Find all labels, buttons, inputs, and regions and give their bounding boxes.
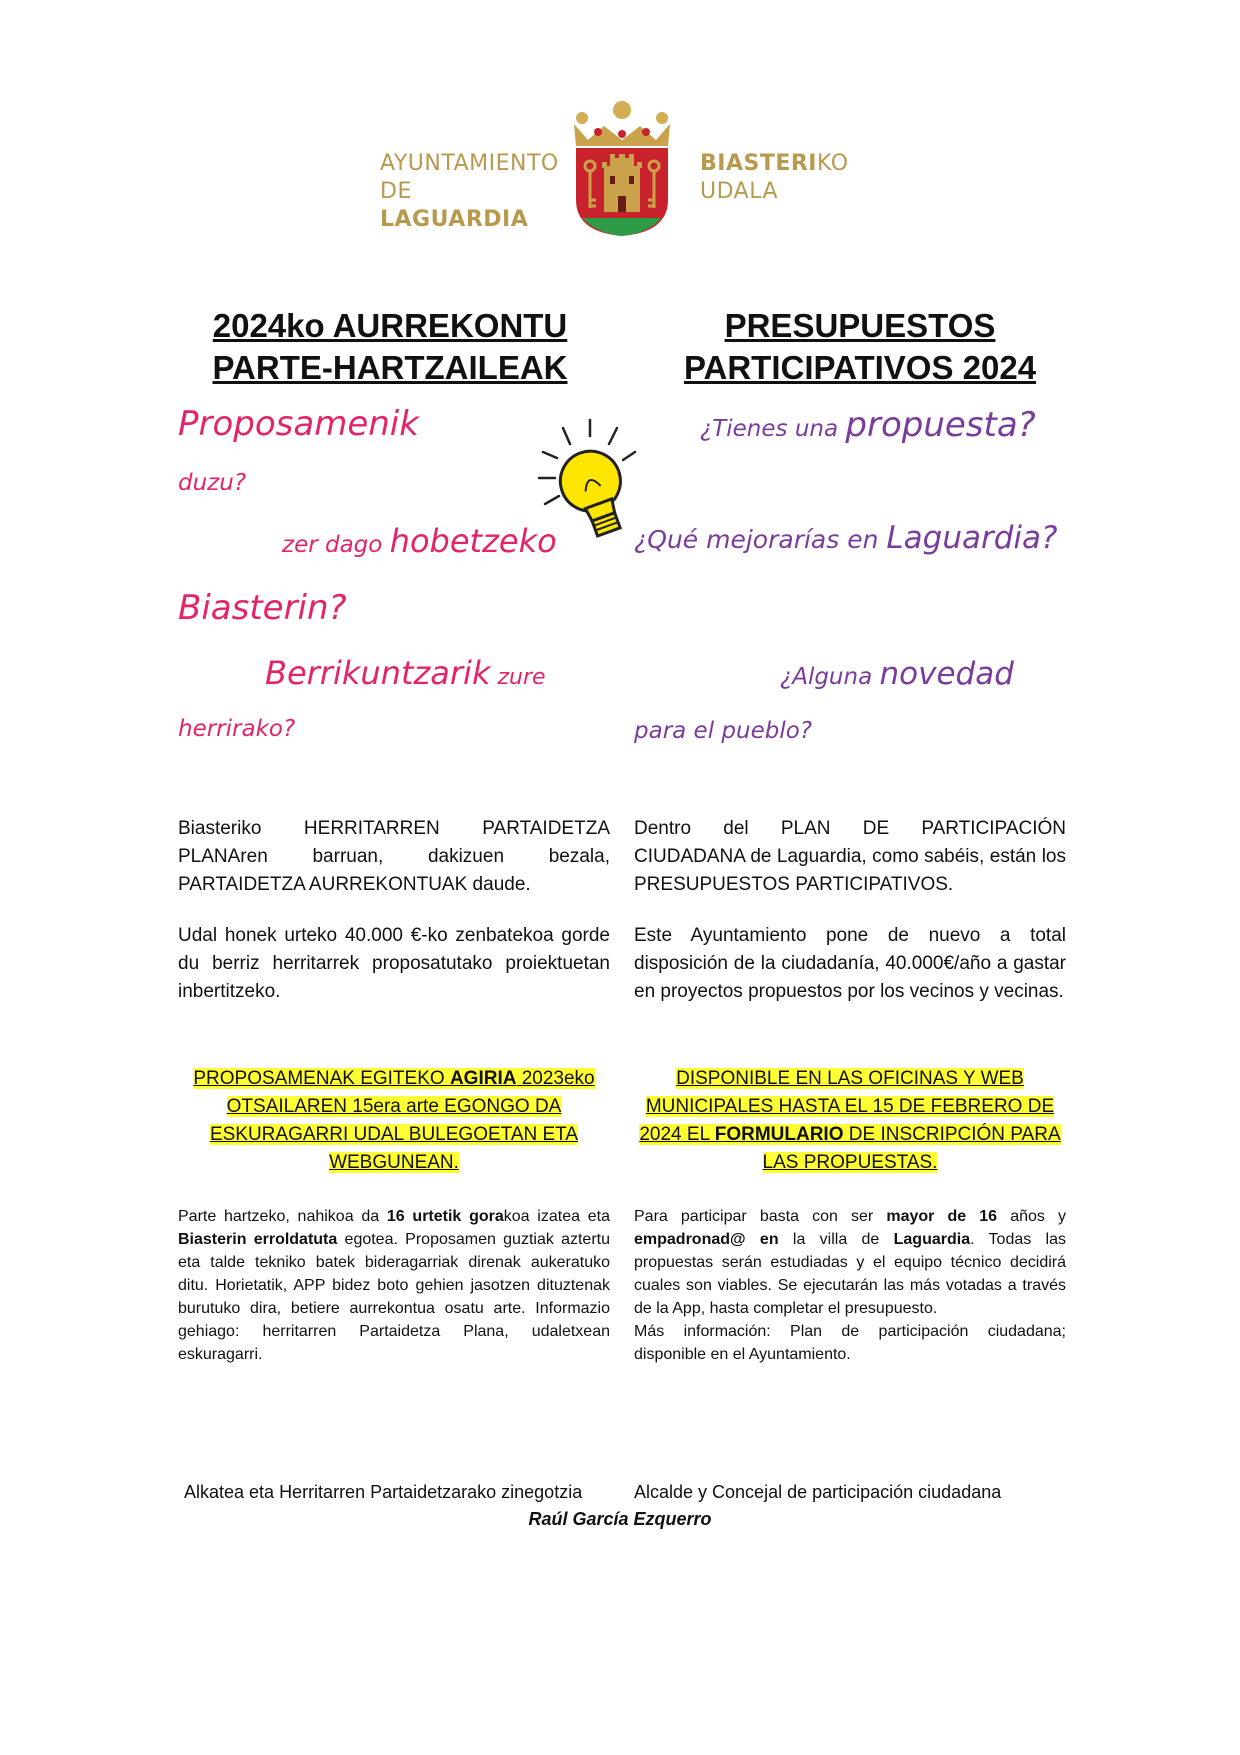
phrase-herrirako: herrirako? xyxy=(178,716,296,742)
signature-role-spanish: Alcalde y Concejal de participación ciudadana xyxy=(634,1482,1002,1502)
brand-basque-line1: BIASTERIKO xyxy=(700,151,849,176)
title-spanish: PRESUPUESTOS PARTICIPATIVOS 2024 xyxy=(683,307,1037,386)
body-basque-paragraph-1: Biasteriko HERRITARREN PARTAIDETZA PLANAren barruan, dakizuen bezala, PARTAIDETZA AURREKONTUAK daude. xyxy=(178,818,610,895)
brand-basque xyxy=(700,150,860,206)
brand-spanish-line2: DE LAGUARDIA xyxy=(380,179,529,232)
phrase-tienes-una-propuesta: ¿Tienes una propuesta? xyxy=(700,405,1036,445)
phrase-que-mejorarias: ¿Qué mejorarías en Laguardia? xyxy=(634,520,1058,556)
notice-basque: PROPOSAMENAK EGITEKO AGIRIA 2023eko OTSAILAREN 15era arte EGONGO DA ESKURAGARRI UDAL BULEGOETAN ETA WEBGUNEAN. xyxy=(193,1068,595,1173)
brand-basque-line2: UDALA xyxy=(700,179,779,204)
body-spanish-paragraph-2: Este Ayuntamiento pone de nuevo a total disposición de la ciudadanía, 40.000€/año a gastar en proyectos propuestos por los vecinos y vecinas. xyxy=(634,925,1066,1002)
phrase-berrikuntzarik: Berrikuntzarik zure xyxy=(265,654,546,692)
phrase-proposamenik: Proposamenik xyxy=(178,404,419,444)
signature-role-basque: Alkatea eta Herritarren Partaidetzarako zinegotzia xyxy=(184,1482,583,1502)
phrase-duzu: duzu? xyxy=(178,470,247,496)
signature-name: Raúl García Ezquerro xyxy=(528,1509,712,1529)
brand-spanish-line1: AYUNTAMIENTO xyxy=(380,151,559,176)
body-spanish-paragraph-1: Dentro del PLAN DE PARTICIPACIÓN CIUDADANA de Laguardia, como sabéis, están los PRESUPUESTOS PARTICIPATIVOS. xyxy=(634,818,1066,895)
body-basque-paragraph-2: Udal honek urteko 40.000 €-ko zenbatekoa gorde du berriz herritarrek proposatutako proiektuetan inbertitzeko. xyxy=(178,925,610,1002)
info-basque: Parte hartzeko, nahikoa da 16 urtetik gorakoa izatea eta Biasterin erroldatuta egotea. Proposamen guztiak aztertu eta talde tekniko batek bideragarriak direnak aukeratuko ditu. Horietatik, APP bidez boto gehien jasotzen dituztenak burutuko dira, betiere aurrekontua osatu arte. Informazio gehiago: herritarren Partaidetza Plana, udaletxean eskuragarri. xyxy=(178,1208,611,1363)
info-spanish: Para participar basta con ser mayor de 16 años y empadronad@ en la villa de Laguardia. Todas las propuestas serán estudiadas y el equipo técnico decidirá cuales son viables. Se ejecutarán las más votadas a través de la App, hasta completar el presupuesto. Más información: Plan de participación ciudadana; disponible en el Ayuntamiento. xyxy=(634,1208,1067,1363)
phrase-zer-dago-hobetzeko: zer dago hobetzeko xyxy=(282,522,557,560)
phrase-alguna-novedad: ¿Alguna novedad xyxy=(780,656,1014,692)
coat-of-arms-logo xyxy=(568,100,676,238)
phrase-para-el-pueblo: para el pueblo? xyxy=(634,718,813,744)
title-basque: 2024ko AURREKONTU PARTE-HARTZAILEAK xyxy=(212,307,568,386)
notice-spanish: DISPONIBLE EN LAS OFICINAS Y WEB MUNICIPALES HASTA EL 15 DE FEBRERO DE 2024 EL FORMULARIO DE INSCRIPCIÓN PARA LAS PROPUESTAS. xyxy=(639,1068,1061,1173)
brand-spanish xyxy=(380,150,560,234)
phrase-biasterin: Biasterin? xyxy=(178,588,347,628)
